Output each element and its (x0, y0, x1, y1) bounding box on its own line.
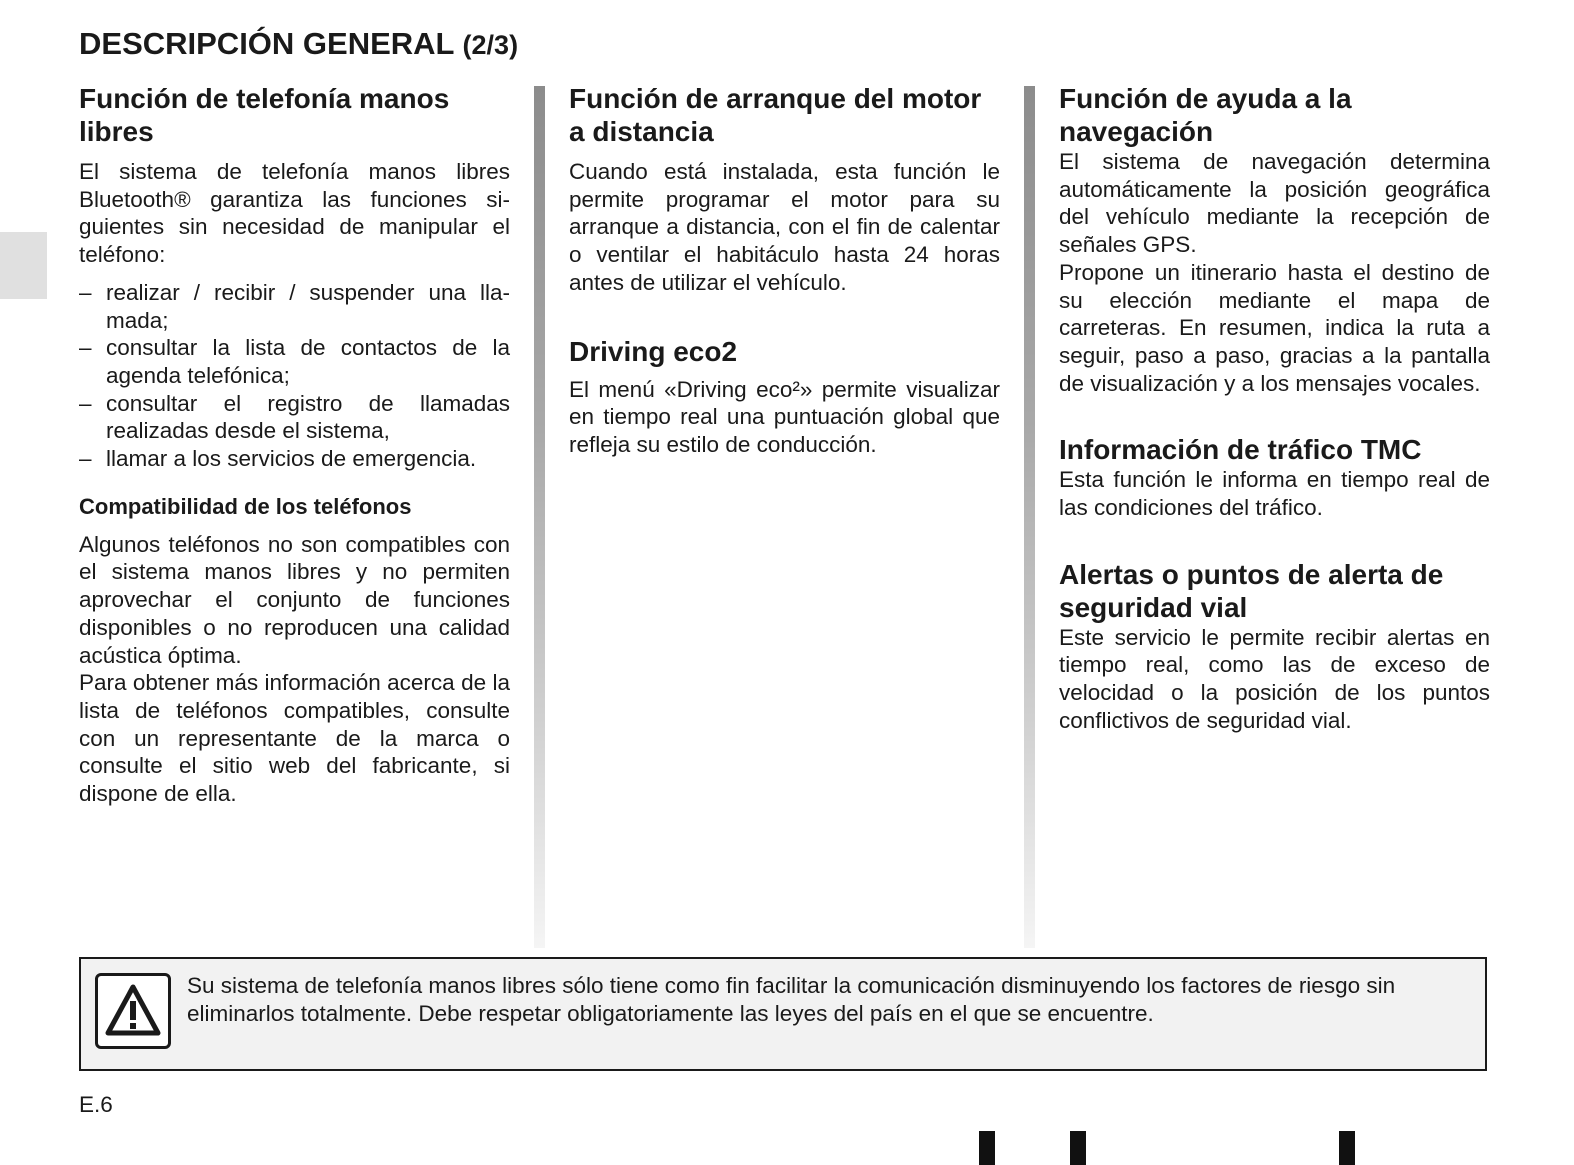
dash-bullet: – (79, 390, 92, 416)
crop-mark (1070, 1131, 1086, 1165)
list-item (79, 334, 510, 389)
column-middle (569, 82, 1000, 459)
remote-start-paragraph: Cuando está instalada, esta función le permite programar el motor para su arranque a distancia, con el fin de calentar o ventilar el habitáculo hasta 24 horas antes de utilizar el vehículo. (569, 159, 1000, 295)
hands-free-function-list (79, 279, 510, 473)
list-item-text: realizar / recibir / suspender una llamada; (106, 279, 510, 333)
column-divider (534, 86, 545, 948)
column-left (79, 82, 510, 808)
section-heading-remote-start: Función de arranque del motor a distancia (569, 83, 982, 147)
warning-triangle-icon (95, 973, 171, 1049)
list-item (79, 445, 510, 473)
driving-eco2-paragraph: El menú «Driving eco²» permite visualizar en tiempo real una puntuación global que refleja su estilo de conducción. (569, 376, 1000, 457)
crop-mark (979, 1131, 995, 1165)
dash-bullet: – (79, 446, 92, 472)
section-heading-navigation: Función de ayuda a la navegación (1059, 83, 1352, 147)
page-title (79, 26, 518, 62)
column-right (1059, 82, 1490, 735)
crop-mark (1339, 1131, 1355, 1165)
page-number: E.6 (79, 1092, 113, 1117)
list-item (79, 279, 510, 334)
hands-free-intro: El sistema de telefonía manos libres Bluetooth® garantiza las funciones siguientes sin necesidad de manipular el teléfono: (79, 159, 510, 268)
section-heading-road-safety-alerts: Alertas o puntos de alerta de seguridad vial (1059, 558, 1444, 623)
navigation-paragraph: Propone un itinerario hasta el destino de su elección mediante el mapa de carreteras. En resumen, indica la ruta a seguir, paso a paso, gracias a la pantalla de visualización y a los mensajes vocales. (1059, 259, 1490, 396)
section-heading-hands-free: Función de telefonía manos libres (79, 83, 450, 147)
page-title-main: DESCRIPCIÓN GENERAL (79, 26, 454, 61)
warning-text: Su sistema de telefonía manos libres sólo tiene como fin facilitar la comunicación disminuyendo los factores de riesgo sin eliminarlos totalmente. Debe respetar obligatoriamente las leyes del país en el que se encuentre. (187, 973, 1396, 1026)
section-heading-compatibility: Compatibilidad de los teléfonos (79, 493, 412, 519)
column-divider (1024, 86, 1035, 948)
tmc-paragraph: Esta función le informa en tiempo real de las condiciones del tráfico. (1059, 467, 1490, 521)
list-item-text: consultar el registro de llamadas realizadas desde el sistema, (106, 390, 510, 444)
navigation-paragraph: El sistema de navegación determina automáticamente la posición geográfica del vehículo mediante la recepción de señales GPS. (1059, 149, 1490, 258)
road-safety-alerts-paragraph: Este servicio le permite recibir alertas en tiempo real, como las de exceso de velocidad o la posición de los puntos conflictivos de seguridad vial. (1059, 624, 1490, 733)
section-heading-driving-eco2: Driving eco2 (569, 335, 738, 367)
compatibility-paragraph: Para obtener más información acerca de la lista de teléfonos compatibles, consulte con un representante de la marca o consulte el sitio web del fabricante, si dispone de ella. (79, 670, 510, 807)
dash-bullet: – (79, 335, 92, 361)
list-item (79, 390, 510, 445)
compatibility-paragraph: Algunos teléfonos no son compatibles con el sistema manos libres y no permiten aprovechar el conjunto de funciones disponibles o no reproducen una calidad acústica óptima. (79, 531, 510, 668)
page-title-sub: (2/3) (462, 30, 519, 60)
warning-box (79, 957, 1487, 1071)
section-heading-tmc: Información de tráfico TMC (1059, 434, 1422, 466)
chapter-tab (0, 232, 47, 299)
dash-bullet: – (79, 279, 92, 305)
list-item-text: llamar a los servicios de emergencia. (106, 446, 477, 472)
list-item-text: consultar la lista de contactos de la agenda telefónica; (106, 335, 510, 388)
